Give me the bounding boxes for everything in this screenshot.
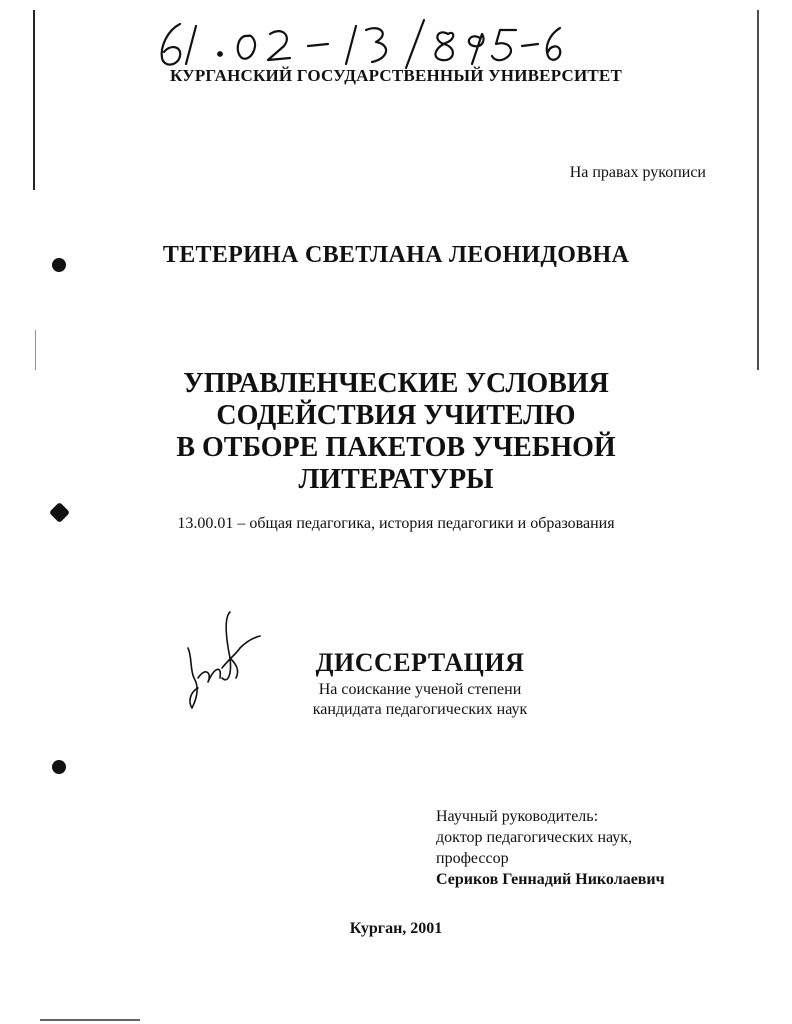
scan-edge-bottom (40, 1019, 140, 1021)
document-type: ДИССЕРТАЦИЯ (315, 648, 525, 677)
scan-edge-right (757, 10, 759, 370)
supervisor-degree: доктор педагогических наук, (436, 829, 633, 846)
manuscript-rights-note: На правах рукописи (569, 164, 706, 181)
city-year: Курган, 2001 (349, 920, 443, 937)
scan-edge-left (33, 10, 35, 190)
dissertation-title (0, 368, 792, 496)
degree-line: На соискание ученой степени (318, 681, 522, 698)
handwritten-archive-code (150, 12, 570, 74)
title-line: ЛИТЕРАТУРЫ (298, 464, 494, 495)
university-name: КУРГАНСКИЙ ГОСУДАРСТВЕННЫЙ УНИВЕРСИТЕТ (169, 66, 623, 85)
supervisor-name: Сериков Геннадий Николаевич (436, 871, 665, 888)
punch-hole-mark-3 (52, 760, 66, 774)
supervisor-block (436, 806, 665, 890)
author-name: ТЕТЕРИНА СВЕТЛАНА ЛЕОНИДОВНА (162, 242, 630, 268)
supervisor-label: Научный руководитель: (436, 808, 599, 825)
supervisor-rank: профессор (436, 850, 509, 867)
title-line: УПРАВЛЕНЧЕСКИЕ УСЛОВИЯ (183, 368, 609, 399)
title-line: В ОТБОРЕ ПАКЕТОВ УЧЕБНОЙ (176, 432, 616, 463)
title-line: СОДЕЙСТВИЯ УЧИТЕЛЮ (216, 400, 576, 431)
specialty-code: 13.00.01 – общая педагогика, история педагогики и образования (177, 515, 615, 532)
degree-info (220, 680, 620, 720)
degree-line: кандидата педагогических наук (312, 701, 528, 718)
scan-edge-left-lower (35, 330, 36, 370)
